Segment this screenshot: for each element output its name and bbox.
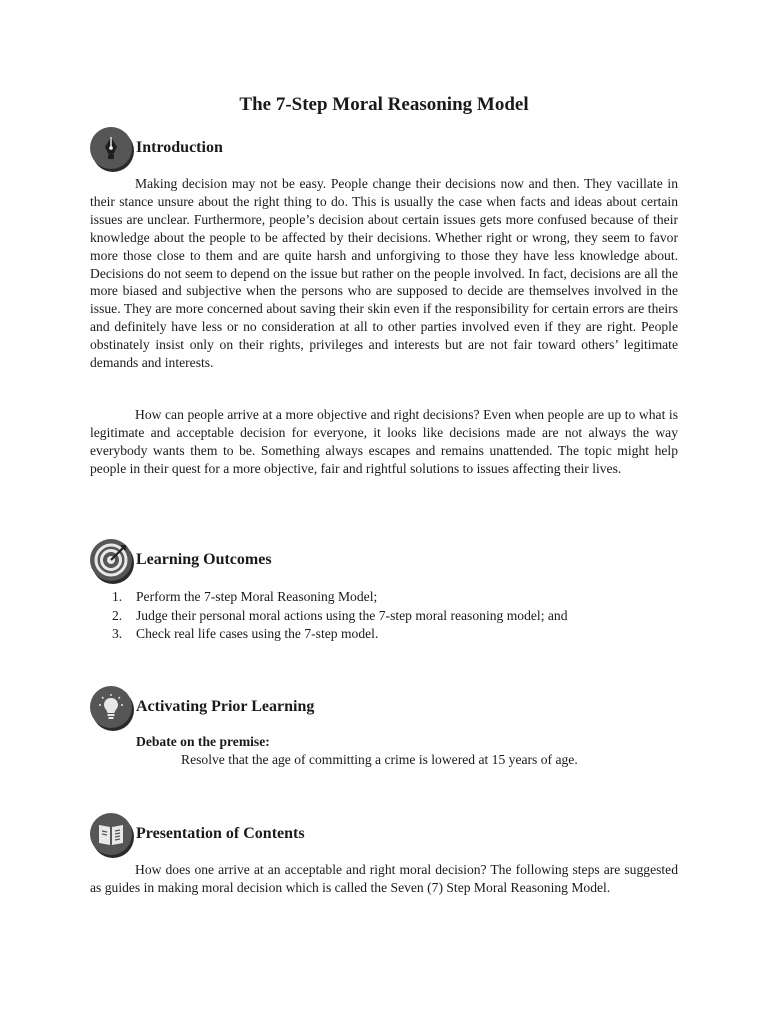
list-item: 2. Judge their personal moral actions using the 7-step moral reasoning model; and — [112, 607, 568, 623]
presentation-paragraph: How does one arrive at an acceptable and right moral decision? The following steps are suggested as guides in making moral decision which is called the Seven (7) Step Moral Reasoning Model. — [90, 862, 678, 895]
section-header-learning-outcomes — [90, 538, 272, 582]
target-icon — [90, 539, 132, 581]
pen-nib-icon — [90, 127, 132, 169]
page-title: The 7-Step Moral Reasoning Model — [239, 94, 529, 115]
section-heading: Presentation of Contents — [136, 825, 305, 842]
section-header-introduction — [90, 126, 223, 170]
section-heading: Activating Prior Learning — [136, 698, 315, 715]
debate-premise: Resolve that the age of committing a crime is lowered at 15 years of age. — [181, 752, 578, 767]
learning-outcomes-list — [112, 588, 568, 644]
section-heading: Introduction — [136, 139, 223, 156]
list-item: 3. Check real life cases using the 7-step model. — [112, 626, 379, 641]
book-icon — [90, 813, 132, 855]
section-header-presentation-of-contents — [90, 812, 305, 856]
section-header-activating-prior-learning — [90, 685, 314, 729]
debate-label: Debate on the premise: — [136, 734, 270, 749]
lightbulb-icon — [90, 686, 132, 728]
intro-paragraph-2: How can people arrive at a more objective and right decisions? Even when people are up to what is legitimate and acceptable decision for everyone, it looks like decisions made are not always the way everybody wants them to be. Something always escapes and remains unattended. The topic might help people in their quest for a more objective, fair and rightful solutions to issues affecting their lives. — [90, 407, 678, 476]
intro-paragraph-1: Making decision may not be easy. People change their decisions now and then. They vacillate in their stance unsure about the right thing to do. This is usually the case when facts and ideas about certain issues are unclear. Furthermore, people’s decision about certain issues gets more confused because of their knowledge about the people to be affected by their decisions. Whether right or wrong, they seem to favor more those close to them and are quite harsh and unforgiving to those they have less knowledge about. Decisions do not seem to depend on the issue but rather on the people involved. In fact, decisions are all the more biased and subjective when the persons who are supposed to decide are themselves involved in the issue. They are more concerned about saving their skin even if the responsibility for certain errors are theirs and definitely have less or no consideration at all to other parties involved even if they are right. People obstinately insist only on their rights, privileges and interests but are not fair toward others’ legitimate demands and interests. — [90, 176, 678, 371]
list-item: 1. Perform the 7-step Moral Reasoning Model; — [112, 589, 378, 604]
section-heading: Learning Outcomes — [136, 551, 272, 568]
